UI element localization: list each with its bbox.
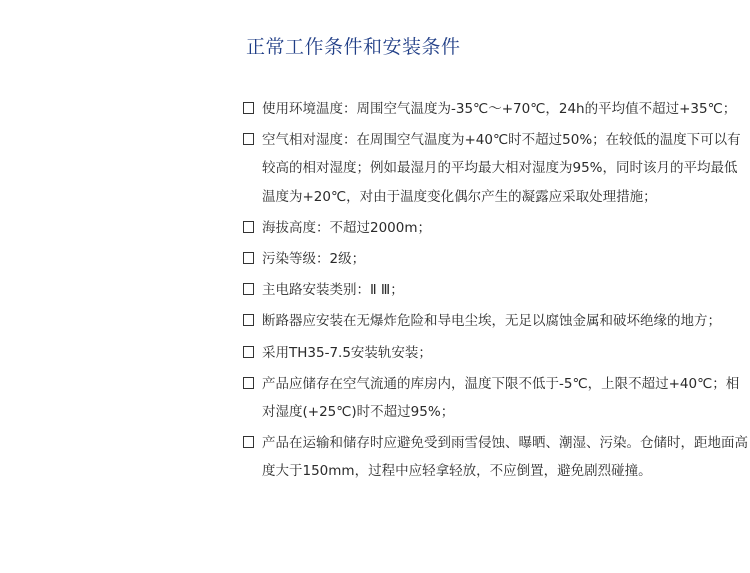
list-item-text: 主电路安装类别：Ⅱ Ⅲ； xyxy=(262,282,404,299)
list-item xyxy=(243,245,750,273)
list-item xyxy=(243,276,750,304)
checkbox-icon xyxy=(243,102,254,114)
list-item xyxy=(243,370,750,426)
checkbox-icon xyxy=(243,283,254,295)
checkbox-icon xyxy=(243,252,254,264)
list-item xyxy=(243,214,750,242)
checkbox-icon xyxy=(243,221,254,233)
list-item-text: 产品应储存在空气流通的库房内，温度下限不低于-5℃，上限不超过+40℃；相对湿度(+25℃)时不超过95%； xyxy=(262,375,740,421)
list-item-text: 断路器应安装在无爆炸危险和导电尘埃，无足以腐蚀金属和破坏绝缘的地方； xyxy=(262,313,721,330)
list-item-text: 产品在运输和储存时应避免受到雨雪侵蚀、曝晒、潮湿、污染。仓储时，距地面高度大于150mm，过程中应轻拿轻放，不应倒置，避免剧烈碰撞。 xyxy=(262,435,748,480)
checkbox-icon xyxy=(243,133,254,145)
list-item xyxy=(243,429,750,485)
list-item xyxy=(243,307,750,335)
list-item-text: 空气相对湿度：在周围空气温度为+40℃时不超过50%；在较低的温度下可以有较高的相对湿度；例如最湿月的平均最大相对湿度为95%，同时该月的平均最低温度为+20℃，对由于温度变化偶尔产生的凝露应采取处理措施； xyxy=(262,132,741,205)
list-item-text: 采用TH35-7.5安装轨安装； xyxy=(262,344,432,361)
list-item-text: 使用环境温度：周围空气温度为-35℃～+70℃，24h的平均值不超过+35℃； xyxy=(262,101,737,117)
list-item xyxy=(243,126,750,211)
list-item xyxy=(243,95,750,123)
list-item xyxy=(243,339,750,367)
checkbox-icon xyxy=(243,314,254,326)
list-item-text: 污染等级：2级； xyxy=(262,251,366,268)
section-title: 正常工作条件和安装条件 xyxy=(246,36,461,58)
checkbox-icon xyxy=(243,436,254,448)
checkbox-icon xyxy=(243,346,254,358)
checkbox-icon xyxy=(243,377,254,389)
list-item-text: 海拔高度：不超过2000m； xyxy=(262,219,432,236)
conditions-list xyxy=(243,95,750,489)
